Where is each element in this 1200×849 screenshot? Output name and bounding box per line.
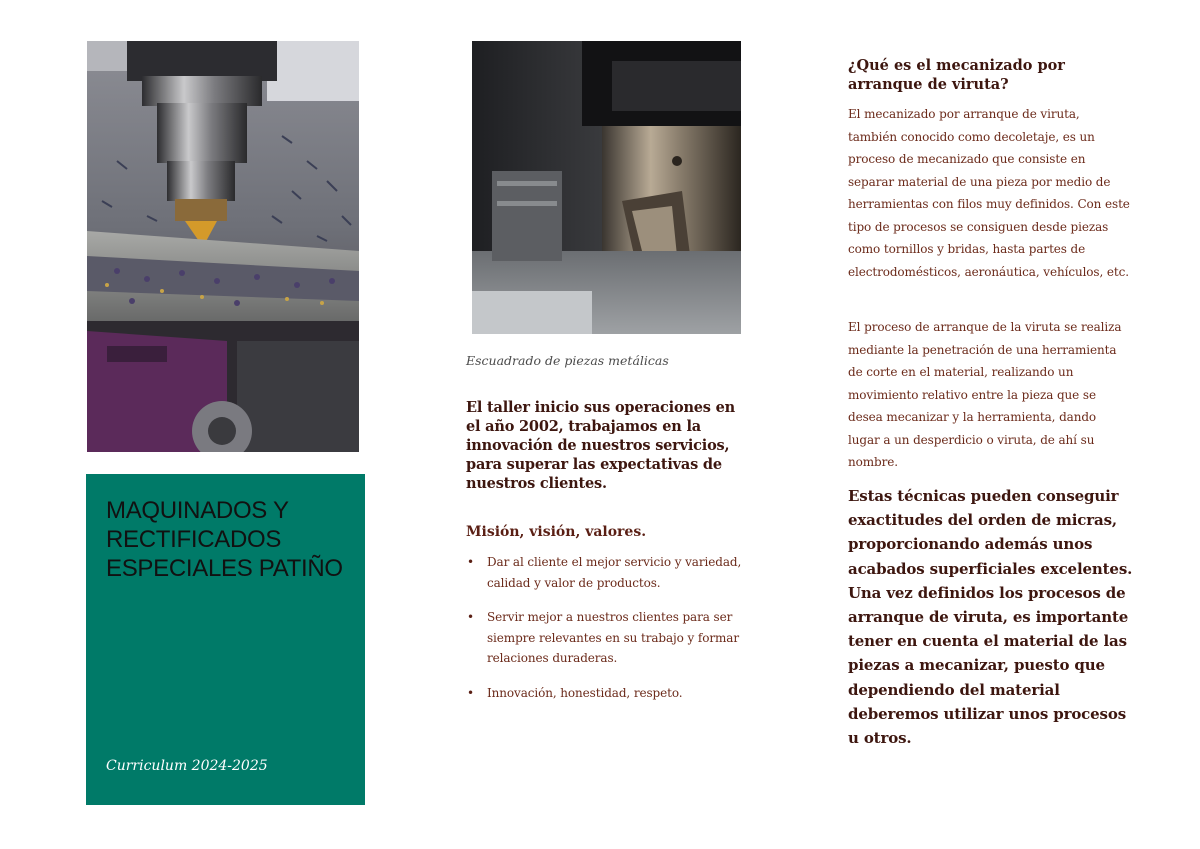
techniques-paragraph: Estas técnicas pueden conseguir exactitudes del orden de micras, proporcionando además unos acabados superficiales excelentes. Una vez definidos los procesos de arranque de viruta, es importante tener en cuenta el material de las piezas a mecanizar, puesto que dependiendo del material deberemos utilizar unos procesos u otros. — [848, 487, 1133, 748]
list-item — [466, 552, 751, 593]
curriculum-subtitle: Curriculum 2024-2025 — [106, 758, 268, 774]
list-item-text: Dar al cliente el mejor servicio y variedad, calidad y valor de productos. — [487, 555, 742, 590]
values-list — [466, 552, 751, 717]
list-item — [466, 683, 751, 704]
machining-question-heading: ¿Qué es el mecanizado por arranque de viruta? — [848, 57, 1065, 93]
bullet-icon: • — [467, 610, 474, 624]
milling-photo — [472, 41, 741, 334]
photo-caption: Escuadrado de piezas metálicas — [466, 353, 669, 368]
bullet-icon: • — [467, 685, 474, 700]
company-name: MAQUINADOS Y RECTIFICADOS ESPECIALES PATIÑO — [106, 497, 343, 582]
cover-title-box — [86, 474, 365, 805]
list-item-text: Innovación, honestidad, respeto. — [487, 685, 683, 700]
list-item — [466, 607, 751, 669]
process-paragraph: El proceso de arranque de la viruta se realiza mediante la penetración de una herramienta de corte en el material, realizando un movimiento relativo entre la pieza que se desea mecanizar y la herramienta, dando lugar a un desperdicio o viruta, de ahí su nombre. — [848, 320, 1122, 469]
milling-photo-illustration — [472, 41, 741, 334]
drill-photo — [87, 41, 359, 452]
definition-paragraph: El mecanizado por arranque de viruta, también conocido como decoletaje, es un proceso de mecanizado que consiste en separar material de una pieza por medio de herramientas con filos muy definidos. Con este tipo de procesos se consiguen desde piezas como tornillos y bridas, hasta partes de electrodomésticos, aeronáutica, vehículos, etc. — [848, 107, 1130, 279]
list-item-text: Servir mejor a nuestros clientes para ser siempre relevantes en su trabajo y formar relaciones duraderas. — [487, 610, 739, 665]
drill-photo-illustration — [87, 41, 359, 452]
mission-heading: Misión, visión, valores. — [466, 524, 647, 540]
bullet-icon: • — [467, 555, 474, 569]
intro-paragraph: El taller inicio sus operaciones en el año 2002, trabajamos en la innovación de nuestros servicios, para superar las expectativas de nuestros clientes. — [466, 399, 735, 492]
